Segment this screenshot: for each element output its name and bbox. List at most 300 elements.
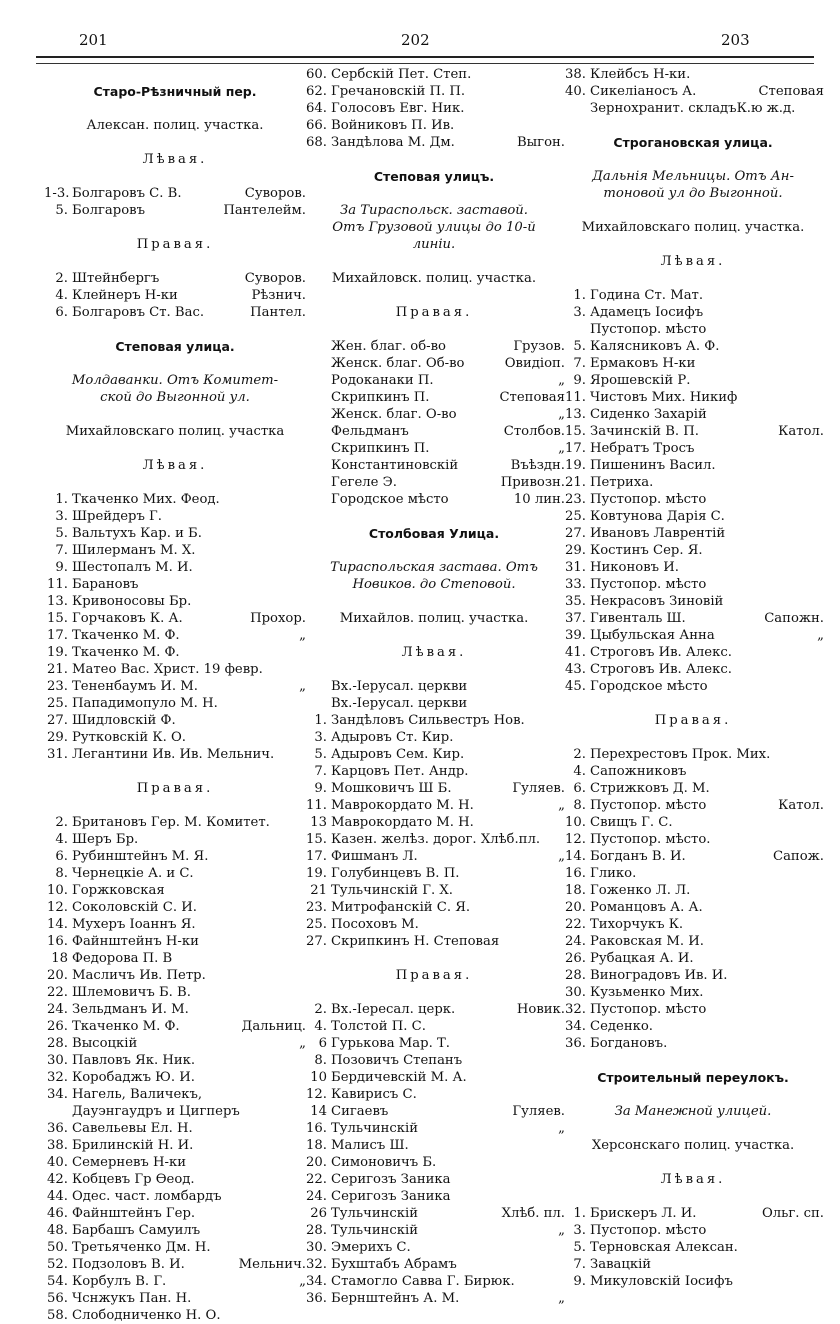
entry-number: 7. (573, 356, 586, 371)
street-heading: Старо-Рѣзничный пер. (93, 84, 257, 99)
directory-entry (562, 610, 824, 627)
directory-entry (303, 1069, 565, 1086)
entry-note (818, 984, 824, 1001)
directory-entry (303, 1256, 565, 1273)
entry-note: „ (558, 849, 565, 864)
entry-number: 38. (565, 67, 586, 82)
blank-line (44, 797, 306, 814)
directory-entry (303, 457, 565, 474)
directory-entry (44, 1120, 306, 1137)
entry-note (818, 525, 824, 542)
entry-name: Семерневъ Н-ки (72, 1155, 186, 1170)
directory-entry (44, 1001, 306, 1018)
entry-note: „ (299, 1274, 306, 1289)
entry-number: 3. (573, 305, 586, 320)
directory-entry (44, 202, 306, 219)
entry-name: Рубацкая А. И. (590, 951, 694, 966)
blank-line (562, 1120, 824, 1137)
street-description: Дальнія Мельницы. Отъ Ан- (592, 169, 794, 184)
entry-name: Барбашъ Самуилъ (72, 1223, 201, 1238)
directory-entry (562, 338, 824, 355)
entry-number: 7. (55, 543, 68, 558)
entry-continuation: Пустопор. мѣсто (590, 322, 707, 337)
street-description: ской до Выгонной ул. (100, 390, 250, 405)
directory-entry (44, 1052, 306, 1069)
entry-name: Британовъ Гер. М. Комитет. (72, 815, 270, 830)
entry-name: Пустопор. мѣсто (590, 577, 707, 592)
entry-name: Голубинцевъ В. П. (331, 866, 460, 881)
directory-entry (562, 661, 824, 678)
directory-entry (562, 491, 824, 508)
directory-entry (562, 423, 824, 440)
directory-entry (44, 1239, 306, 1256)
directory-entry (303, 1222, 565, 1239)
entry-number: 27. (306, 934, 327, 949)
entry-note (818, 746, 824, 763)
entry-number: 18. (306, 1138, 327, 1153)
entry-number: 24. (306, 1189, 327, 1204)
directory-entry (44, 1256, 306, 1273)
entry-number: 40. (47, 1155, 68, 1170)
entry-number: 22. (306, 1172, 327, 1187)
side-heading: Лѣвая. (660, 254, 726, 269)
directory-entry (44, 814, 306, 831)
directory-entry (303, 423, 565, 440)
entry-name: Федорова П. В (72, 951, 173, 966)
header-rule (36, 56, 814, 58)
entry-name: Гурькова Мар. Т. (331, 1036, 450, 1051)
entry-name: Свищъ Г. С. (590, 815, 673, 830)
entry-number: 5. (55, 526, 68, 541)
blank-line (303, 984, 565, 1001)
blank-line (44, 355, 306, 372)
entry-number: 40. (565, 84, 586, 99)
entry-number: 17. (306, 849, 327, 864)
directory-entry (44, 1188, 306, 1205)
entry-number: 12. (565, 832, 586, 847)
entry-number: 19. (306, 866, 327, 881)
directory-entry (44, 185, 306, 202)
directory-entry (303, 1120, 565, 1137)
entry-name: Казен. желѣз. дорог. Хлѣб.пл. (331, 832, 541, 847)
entry-number: 30. (306, 1240, 327, 1255)
entry-number: 50. (47, 1240, 68, 1255)
entry-name: Гоженко Л. Л. (590, 883, 691, 898)
entry-name: Ковтунова Дарія С. (590, 509, 725, 524)
entry-note (818, 440, 824, 457)
entry-name: Година Ст. Мат. (590, 288, 704, 303)
entry-name: Вх.-Іересал. церк. (331, 1002, 456, 1017)
street-heading: Строгановская улица. (613, 135, 773, 150)
entry-name: Клейнеръ Н-ки (72, 288, 178, 303)
directory-entry (303, 134, 565, 151)
entry-number: 16. (565, 866, 586, 881)
directory-entry (562, 1035, 824, 1052)
directory-entry (44, 576, 306, 593)
entry-name: Ткаченко М. Ф. (72, 628, 180, 643)
entry-number: 1. (55, 492, 68, 507)
blank-line (562, 1086, 824, 1103)
directory-entry (562, 1239, 824, 1256)
entry-number: 14. (47, 917, 68, 932)
entry-name: Женск. благ. Об-во (331, 356, 465, 371)
street-description: За Тираспольск. заставой. (339, 203, 528, 218)
entry-name: Тихорчукъ К. (590, 917, 684, 932)
entry-note: Суворов. (244, 186, 306, 201)
entry-name: Павловъ Як. Ник. (72, 1053, 196, 1068)
blank-line (44, 763, 306, 780)
blank-line (562, 695, 824, 712)
entry-name: Малисъ Ш. (331, 1138, 409, 1153)
directory-entry (44, 270, 306, 287)
entry-number: 15. (306, 832, 327, 847)
entry-number: 11. (47, 577, 68, 592)
entry-number: 3. (55, 509, 68, 524)
entry-continuation: Зернохранит. складъК.ю ж.д. (590, 101, 796, 116)
entry-note (818, 1001, 824, 1018)
entry-number: 22. (565, 917, 586, 932)
entry-number: 23. (565, 492, 586, 507)
entry-name: Скрипкинъ П. (331, 390, 430, 405)
entry-name: Строговъ Ив. Алекс. (590, 662, 732, 677)
entry-number: 3. (573, 1223, 586, 1238)
entry-note (818, 593, 824, 610)
directory-entry (562, 1001, 824, 1018)
entry-number: 14 (310, 1104, 327, 1119)
entry-name: Гречановскій П. П. (331, 84, 466, 99)
directory-entry (562, 950, 824, 967)
directory-entry (303, 746, 565, 763)
entry-note (818, 831, 824, 848)
blank-line (562, 117, 824, 134)
entry-note (818, 899, 824, 916)
entry-name: Городское мѣсто (590, 679, 708, 694)
entry-name: Войниковъ П. Ив. (331, 118, 455, 133)
entry-number: 4. (55, 288, 68, 303)
entry-name: Бернштейнъ А. М. (331, 1291, 460, 1306)
entry-note: 10 лин. (513, 492, 565, 507)
directory-entry (562, 440, 824, 457)
directory-entry (303, 729, 565, 746)
entry-number: 9. (314, 781, 327, 796)
entry-number: 28. (306, 1223, 327, 1238)
entry-note (818, 661, 824, 678)
entry-number: 48. (47, 1223, 68, 1238)
directory-entry (562, 882, 824, 899)
entry-note (818, 287, 824, 304)
directory-entry (562, 474, 824, 491)
directory-entry (303, 797, 565, 814)
directory-entry (44, 1222, 306, 1239)
directory-entry (44, 933, 306, 950)
entry-number: 60. (306, 67, 327, 82)
directory-entry (303, 1188, 565, 1205)
directory-entry (303, 695, 565, 712)
entry-note (818, 508, 824, 525)
directory-entry (562, 984, 824, 1001)
entry-note (818, 542, 824, 559)
entry-name: Нагель, Валичекъ, (72, 1087, 203, 1102)
entry-number: 11. (306, 798, 327, 813)
directory-entry (562, 865, 824, 882)
directory-entry (303, 1137, 565, 1154)
entry-number: 17. (565, 441, 586, 456)
entry-note (818, 1035, 824, 1052)
directory-entry (562, 1273, 824, 1290)
entry-name: Ермаковъ Н-ки (590, 356, 696, 371)
entry-name: Седенко. (590, 1019, 653, 1034)
entry-number: 4. (55, 832, 68, 847)
directory-entry (303, 100, 565, 117)
directory-entry (562, 83, 824, 100)
entry-number: 32. (565, 1002, 586, 1017)
entry-number: 12. (306, 1087, 327, 1102)
street-description: тоновой ул до Выгонной. (603, 186, 783, 201)
entry-number: 58. (47, 1308, 68, 1323)
entry-note (818, 389, 824, 406)
directory-entry (562, 746, 824, 763)
entry-note (818, 1222, 824, 1239)
entry-number: 33. (565, 577, 586, 592)
entry-note: Пантел. (250, 305, 306, 320)
entry-name: Чернецкіе А. и С. (72, 866, 194, 881)
police-district: Херсонскаго полиц. участка. (591, 1138, 795, 1153)
entry-name: Корбулъ В. Г. (72, 1274, 167, 1289)
entry-name: Слободниченко Н. О. (72, 1308, 221, 1323)
directory-entry (44, 644, 306, 661)
police-district: Михайлов. полиц. участка. (339, 611, 529, 626)
entry-note (818, 814, 824, 831)
entry-note (818, 644, 824, 661)
entry-name: Чистовъ Мих. Никиф (590, 390, 738, 405)
entry-number: 4. (314, 1019, 327, 1034)
directory-entry (303, 1018, 565, 1035)
entry-note (818, 882, 824, 899)
entry-note (818, 559, 824, 576)
directory-entry (303, 763, 565, 780)
entry-number: 32. (306, 1257, 327, 1272)
entry-name: Костинъ Сер. Я. (590, 543, 703, 558)
entry-name: Карцовъ Пет. Андр. (331, 764, 469, 779)
entry-number: 34. (306, 1274, 327, 1289)
street-description: Отъ Грузовой улицы до 10-й (332, 220, 536, 235)
column-middle (303, 66, 565, 1307)
entry-name: Высоцкій (72, 1036, 138, 1051)
directory-entry (44, 593, 306, 610)
blank-line (562, 270, 824, 287)
entry-number: 1. (573, 288, 586, 303)
entry-note: Сапож. (772, 849, 824, 864)
entry-note: Грузов. (513, 339, 565, 354)
street-description: Новиков. до Степовой. (352, 577, 516, 592)
entry-name: Пустопор. мѣсто (590, 798, 707, 813)
directory-entry (303, 1086, 565, 1103)
entry-number: 18 (51, 951, 68, 966)
entry-number: 8. (55, 866, 68, 881)
entry-number: 4. (573, 764, 586, 779)
entry-note: Суворов. (244, 271, 306, 286)
entry-note: „ (299, 679, 306, 694)
directory-entry (44, 950, 306, 967)
entry-name: Тульчинскій Г. Х. (331, 883, 453, 898)
entry-name: Ткаченко Мих. Феод. (72, 492, 220, 507)
entry-number (303, 338, 331, 355)
blank-line (44, 168, 306, 185)
entry-number: 9. (573, 1274, 586, 1289)
entry-name: Городское мѣсто (331, 492, 449, 507)
entry-number (303, 491, 331, 508)
entry-name: Горжковская (72, 883, 165, 898)
entry-number: 11. (565, 390, 586, 405)
entry-number: 19. (47, 645, 68, 660)
directory-entry (303, 933, 565, 950)
entry-note: Овидіоп. (504, 356, 565, 371)
entry-number: 9. (55, 560, 68, 575)
entry-name: Шлемовичъ Б. В. (72, 985, 191, 1000)
entry-number: 20. (306, 1155, 327, 1170)
entry-number: 6 (318, 1036, 327, 1051)
entry-note (818, 763, 824, 780)
blank-line (303, 593, 565, 610)
entry-note: Степовая (499, 390, 565, 405)
entry-name: Некрасовъ Зиновій (590, 594, 724, 609)
directory-entry (562, 678, 824, 695)
entry-number: 64. (306, 101, 327, 116)
entry-name: Вх.-Іерусал. церкви (331, 679, 468, 694)
entry-name: Константиновскій (331, 458, 459, 473)
directory-entry (303, 389, 565, 406)
street-description: Тираспольская застава. Отъ (330, 560, 538, 575)
directory-entry (303, 117, 565, 134)
directory-entry (303, 1290, 565, 1307)
entry-name: Легантини Ив. Ив. Мельнич. (72, 747, 275, 762)
directory-entry (562, 542, 824, 559)
blank-line (303, 508, 565, 525)
directory-entry (44, 491, 306, 508)
directory-entry (44, 661, 306, 678)
entry-name: Петриха. (590, 475, 654, 490)
blank-line (562, 729, 824, 746)
side-heading: Лѣвая. (660, 1172, 726, 1187)
street-heading: Столбовая Улица. (368, 526, 500, 541)
entry-number: 5. (573, 1240, 586, 1255)
side-heading: Правая. (395, 968, 473, 983)
page-number-right: 203 (721, 31, 750, 49)
entry-name: Сигаевъ (331, 1104, 389, 1119)
entry-note (818, 491, 824, 508)
entry-note: „ (558, 441, 565, 456)
entry-name: Брискеръ Л. И. (590, 1206, 697, 1221)
entry-note: Катол. (778, 424, 824, 439)
entry-name: Жен. благ. об-во (331, 339, 446, 354)
directory-entry (44, 1273, 306, 1290)
blank-line (44, 406, 306, 423)
entry-number: 30. (565, 985, 586, 1000)
entry-name: Гивенталь Ш. (590, 611, 686, 626)
entry-name: Пустопор. мѣсто. (590, 832, 711, 847)
entry-number: 20. (565, 900, 586, 915)
entry-number: 10. (565, 815, 586, 830)
entry-note: „ (558, 1121, 565, 1136)
entry-number: 35. (565, 594, 586, 609)
entry-note (818, 916, 824, 933)
directory-entry (562, 780, 824, 797)
blank-line (303, 950, 565, 967)
entry-number: 54. (47, 1274, 68, 1289)
directory-entry (44, 695, 306, 712)
directory-entry (303, 831, 565, 848)
directory-entry (44, 508, 306, 525)
blank-line (303, 661, 565, 678)
entry-number: 31. (47, 747, 68, 762)
entry-name: Вальтухъ Кар. и Б. (72, 526, 202, 541)
directory-entry (303, 916, 565, 933)
entry-name: Толстой П. С. (331, 1019, 426, 1034)
directory-entry (44, 916, 306, 933)
entry-number: 10. (47, 883, 68, 898)
entry-number: 3. (314, 730, 327, 745)
blank-line (562, 1154, 824, 1171)
blank-line (562, 151, 824, 168)
entry-number: 25. (306, 917, 327, 932)
entry-name: Одес. част. ломбардъ (72, 1189, 222, 1204)
entry-note: Сапожн. (764, 611, 824, 626)
directory-entry (44, 1086, 306, 1103)
entry-note (818, 66, 824, 83)
entry-name: Строговъ Ив. Алекс. (590, 645, 732, 660)
blank-line (562, 236, 824, 253)
entry-name: Пустопор. мѣсто (590, 1223, 707, 1238)
directory-entry (44, 627, 306, 644)
entry-number: 29. (47, 730, 68, 745)
directory-entry (303, 865, 565, 882)
entry-name: Серигозъ Заника (331, 1172, 451, 1187)
entry-number: 21 (310, 883, 327, 898)
entry-number: 7. (314, 764, 327, 779)
blank-line (303, 253, 565, 270)
entry-note: „ (817, 628, 824, 643)
directory-entry (44, 610, 306, 627)
directory-entry (303, 491, 565, 508)
directory-entry (303, 1273, 565, 1290)
entry-number: 20. (47, 968, 68, 983)
entry-name: Штейнбергъ (72, 271, 160, 286)
entry-note (818, 1018, 824, 1035)
entry-note: Хлѣб. пл. (501, 1206, 565, 1221)
directory-entry (562, 967, 824, 984)
entry-note (818, 1239, 824, 1256)
entry-name: Богдановъ. (590, 1036, 668, 1051)
header-rule-thin (36, 63, 814, 64)
blank-line (44, 253, 306, 270)
entry-note: Рѣзнич. (251, 288, 306, 303)
entry-number: 5. (314, 747, 327, 762)
entry-number: 17. (47, 628, 68, 643)
directory-entry (44, 882, 306, 899)
entry-name: Зандѣлова М. Дм. (331, 135, 455, 150)
entry-number (303, 474, 331, 491)
entry-name: Мухеръ Іоаннъ Я. (72, 917, 196, 932)
entry-note: „ (558, 798, 565, 813)
entry-name: Гегеле Э. (331, 475, 397, 490)
entry-note: Привозн. (500, 475, 565, 490)
directory-entry (44, 542, 306, 559)
entry-note (300, 1307, 306, 1324)
directory-entry (562, 627, 824, 644)
blank-line (44, 474, 306, 491)
directory-entry (44, 525, 306, 542)
entry-name: Чснжукъ Пан. Н. (72, 1291, 192, 1306)
